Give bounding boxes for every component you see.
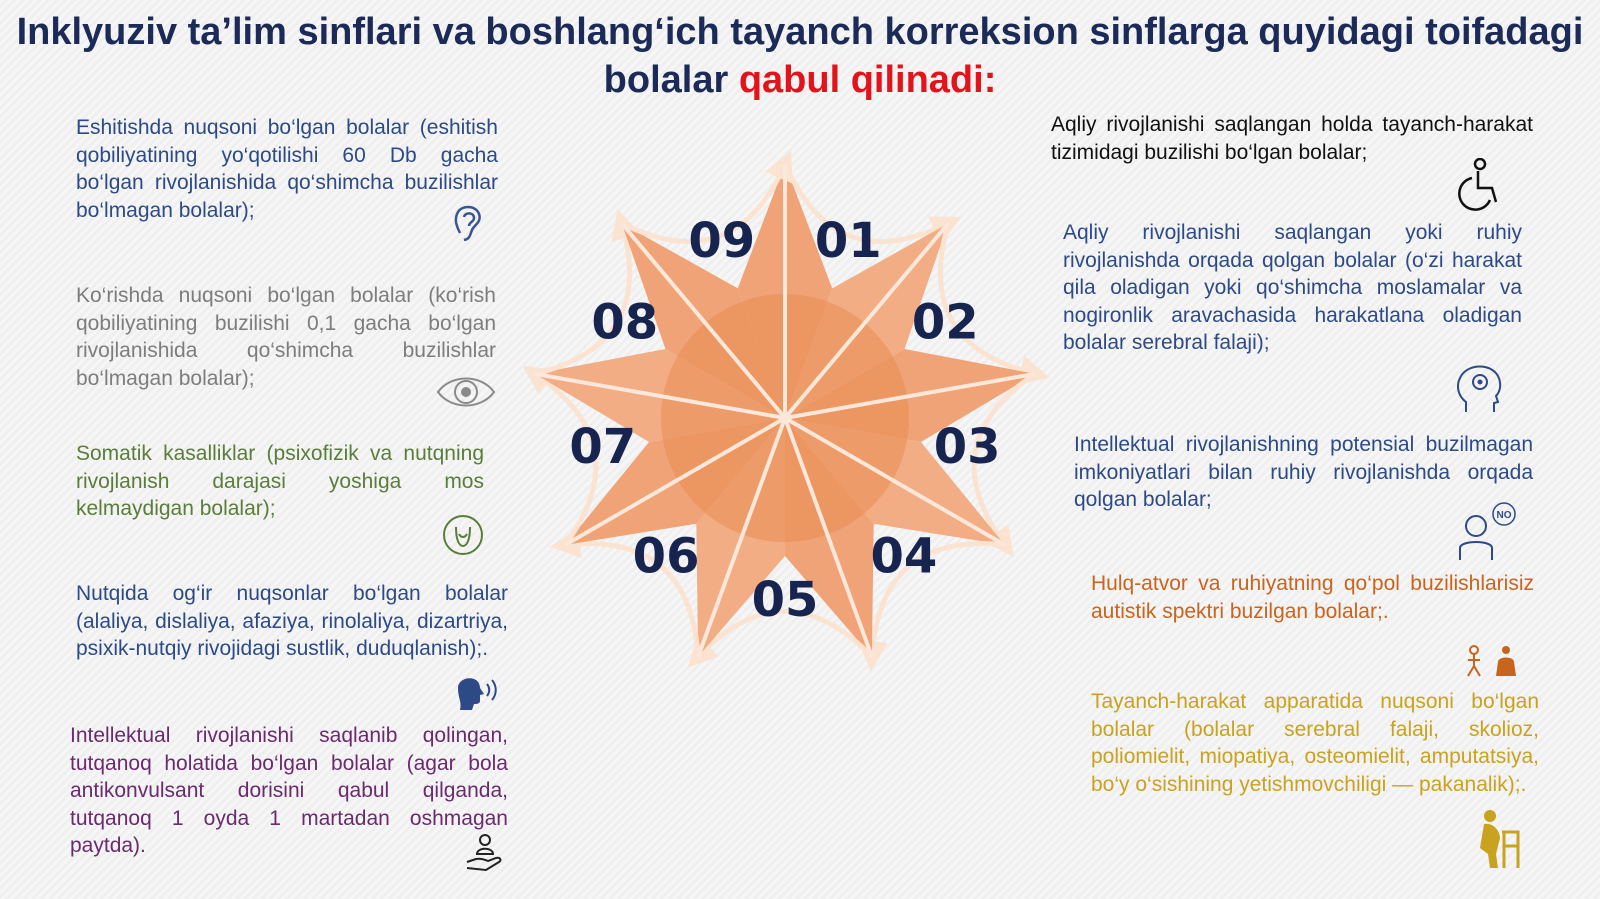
wheel-number-08: 08 xyxy=(591,294,659,351)
wheel-number-05: 05 xyxy=(751,572,819,628)
right-item-4: Hulq-atvor va ruhiyatning qo‘pol buzilishlarisiz autistik spektri buzilgan bolalar;. xyxy=(1091,572,1534,623)
left-item-4: Nutqida og‘ir nuqsonlar bo‘lgan bolalar (alaliya, dislaliya, afaziya, rinolaliya, dizartriya, psixik-nutqiy rivojidagi sustlik, duduqlanish);. xyxy=(76,582,508,660)
wheelchair-icon xyxy=(1456,158,1504,214)
care-hand-icon xyxy=(464,832,506,874)
wheel-number-09: 09 xyxy=(688,213,756,270)
right-item-5: Tayanch-harakat apparatida nuqsoni bo‘lgan bolalar (bolalar serebral falaji, skolioz, poliomielit, miopatiya, osteomielit, amputatsiya, bo‘y o‘sishining yetishmovchiligi — pakanalik);. xyxy=(1091,690,1539,796)
left-item-1: Eshitishda nuqsoni bo‘lgan bolalar (eshitish qobiliyatining yo‘qotilishi 60 Db gacha bo‘lgan rivojlanishida qo‘shimcha buzilishlar bo‘lmagan bolalar); xyxy=(76,116,498,222)
head-gear-icon xyxy=(1454,362,1504,414)
title-accent: qabul qilinadi: xyxy=(738,59,997,101)
wheel-number-03: 03 xyxy=(933,419,1001,476)
speaking-head-icon xyxy=(454,672,500,710)
organ-icon xyxy=(442,514,484,556)
left-item-2: Ko‘rishda nuqsoni bo‘lgan bolalar (ko‘rish qobiliyatining buzilishi 0,1 gacha bo‘lgan rivojlanishida qo‘shimcha buzilishlar bo‘lmagan bolalar); xyxy=(76,284,496,390)
wheel-number-06: 06 xyxy=(632,528,700,585)
left-item-3: Somatik kasalliklar (psixofizik va nutqning rivojlanish darajasi yoshiga mos kelmaydigan bolalar); xyxy=(76,442,484,520)
numbered-wheel xyxy=(520,140,1080,700)
no-label: NO xyxy=(1496,510,1512,521)
right-item-3: Intellektual rivojlanishning potensial buzilmagan imkoniyatlari bilan ruhiy rivojlanishda orqada qolgan bolalar; xyxy=(1074,433,1533,511)
person-no-icon xyxy=(1456,502,1520,562)
wheel-number-02: 02 xyxy=(911,294,979,351)
walker-icon xyxy=(1472,808,1524,870)
ear-icon xyxy=(450,203,486,243)
right-item-2: Aqliy rivojlanishi saqlangan yoki ruhiy rivojlanishda orqada qolgan bolalar (o‘zi harakat qila oladigan yoki qo‘shimcha moslamalar va nogironlik aravachasida harakatlana oladigan bolalar serebral falaji); xyxy=(1063,221,1522,354)
wheel-number-01: 01 xyxy=(814,213,882,270)
title-main: Inklyuziv ta’lim sinflari va boshlang‘ich tayanch korreksion sinflarga quyidagi toifadagi bolalar xyxy=(16,11,1584,101)
wheel-number-04: 04 xyxy=(870,528,938,585)
page-title xyxy=(0,8,1600,104)
right-item-1: Aqliy rivojlanishi saqlangan holda tayanch-harakat tizimidagi buzilishi bo‘lgan bolalar; xyxy=(1051,113,1533,164)
eye-icon xyxy=(436,372,496,412)
autism-icon xyxy=(1462,644,1520,678)
left-item-5: Intellektual rivojlanishi saqlanib qolingan, tutqanoq holatida bo‘lgan bolalar (agar bola antikonvulsant dorisini qabul qilganda, tutqanoq 1 oyda 1 martadan oshmagan paytda). xyxy=(70,724,508,857)
wheel-number-07: 07 xyxy=(569,419,637,476)
